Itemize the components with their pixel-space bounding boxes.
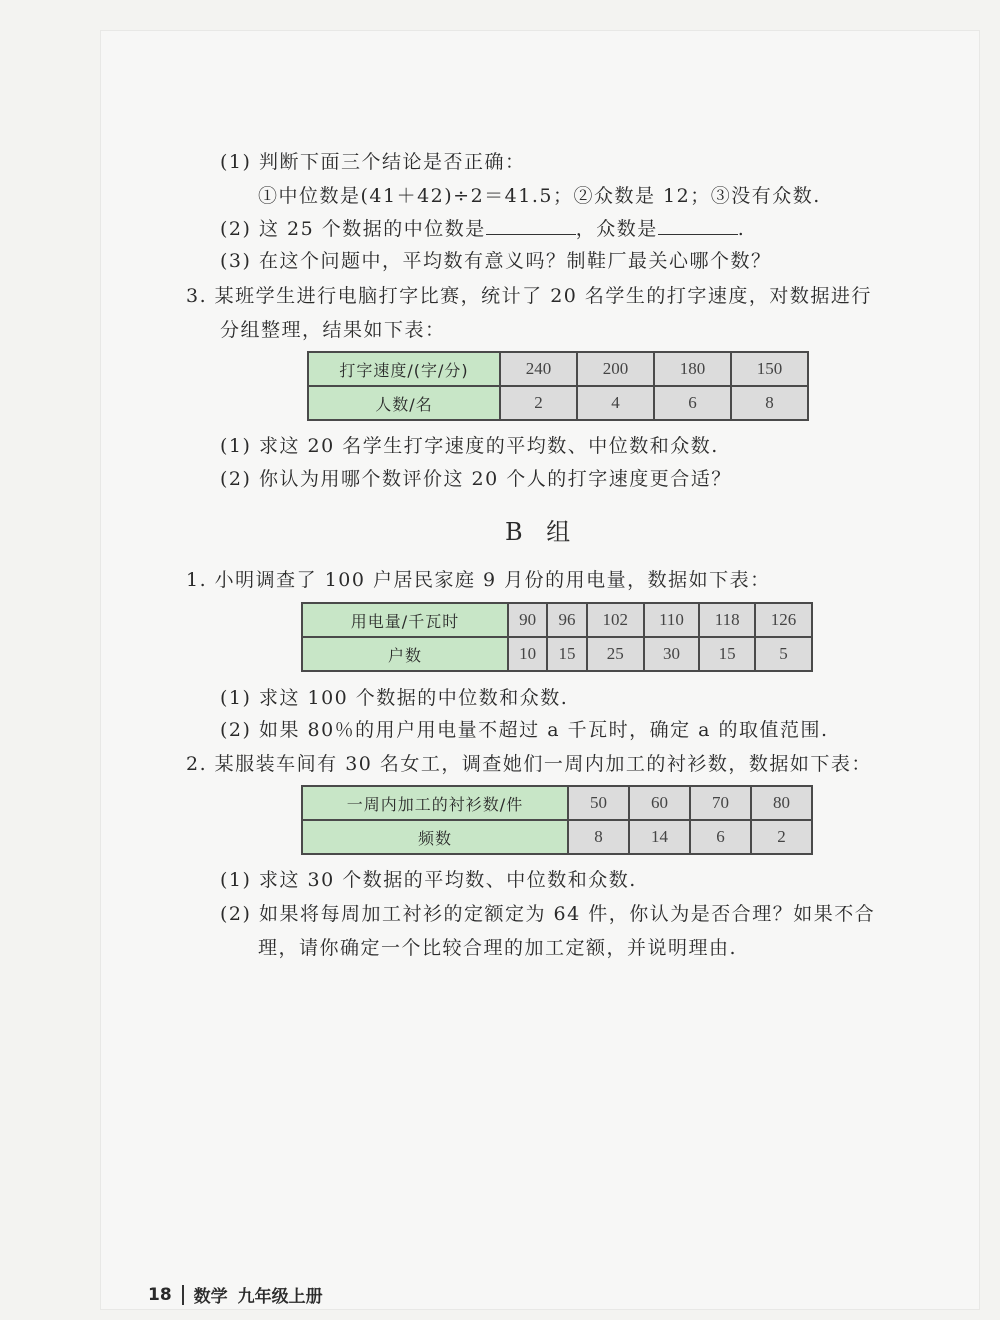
table-cell: 180 [654, 352, 731, 386]
question-line: 3. 某班学生进行电脑打字比赛，统计了 20 名学生的打字速度，对数据进行 [186, 285, 872, 307]
question-line: (1) 求这 20 名学生打字速度的平均数、中位数和众数. [220, 435, 719, 457]
table-cell: 96 [547, 603, 586, 637]
table-cell: 2 [500, 386, 577, 420]
table-cell: 30 [644, 637, 700, 671]
question-line: (2) 你认为用哪个数评价这 20 个人的打字速度更合适？ [220, 468, 732, 490]
question-line: 分组整理，结果如下表： [220, 319, 446, 341]
table-cell: 240 [500, 352, 577, 386]
row-label: 用电量/千瓦时 [302, 603, 508, 637]
row-label: 人数/名 [308, 386, 500, 420]
question-line: 2. 某服装车间有 30 名女工，调查她们一周内加工的衬衫数，数据如下表： [186, 753, 872, 775]
electricity-table [301, 602, 813, 672]
footer-divider [182, 1285, 184, 1305]
question-line: ①中位数是(41＋42)÷2＝41.5；②众数是 12；③没有众数. [258, 185, 821, 207]
table-row [302, 603, 812, 637]
table-cell: 15 [547, 637, 586, 671]
row-label: 频数 [302, 820, 568, 854]
table-cell: 4 [577, 386, 654, 420]
table-cell: 70 [690, 786, 751, 820]
typing-speed-table [307, 351, 809, 421]
table-row [302, 786, 812, 820]
table-row [302, 820, 812, 854]
question-line: (2) 如果 80％的用户用电量不超过 a 千瓦时，确定 a 的取值范围. [220, 719, 829, 741]
page-number: 18 [148, 1284, 172, 1305]
footer-subject: 数学 [193, 1287, 228, 1307]
question-line: (1) 求这 30 个数据的平均数、中位数和众数. [220, 869, 637, 891]
table-cell: 118 [699, 603, 755, 637]
answer-blank[interactable] [486, 214, 576, 235]
question-text: . [737, 218, 746, 240]
table-cell: 90 [508, 603, 547, 637]
table-cell: 8 [731, 386, 808, 420]
question-line: (1) 判断下面三个结论是否正确： [220, 151, 526, 173]
table-row [308, 386, 808, 420]
table-cell: 150 [731, 352, 808, 386]
page-footer [148, 1282, 323, 1307]
table-cell: 102 [587, 603, 644, 637]
table-cell: 8 [568, 820, 629, 854]
question-line: (3) 在这个问题中，平均数有意义吗？制鞋厂最关心哪个数？ [220, 250, 772, 272]
question-line [220, 214, 745, 243]
table-cell: 2 [751, 820, 812, 854]
table-cell: 80 [751, 786, 812, 820]
question-line: 1. 小明调查了 100 户居民家庭 9 月份的用电量，数据如下表： [186, 569, 771, 591]
table-cell: 25 [587, 637, 644, 671]
table-row [308, 352, 808, 386]
table-cell: 6 [690, 820, 751, 854]
shirts-table [301, 785, 813, 855]
question-text: ，众数是 [575, 218, 658, 240]
table-cell: 6 [654, 386, 731, 420]
table-cell: 126 [755, 603, 812, 637]
table-cell: 50 [568, 786, 629, 820]
table-cell: 5 [755, 637, 812, 671]
table-cell: 200 [577, 352, 654, 386]
row-label: 打字速度/(字/分) [308, 352, 500, 386]
table-cell: 110 [644, 603, 700, 637]
question-line: 理，请你确定一个比较合理的加工定额，并说明理由. [258, 937, 738, 959]
question-line: (1) 求这 100 个数据的中位数和众数. [220, 687, 569, 709]
question-text: (2) 这 25 个数据的中位数是 [220, 218, 486, 240]
table-cell: 15 [699, 637, 755, 671]
footer-book: 九年级上册 [237, 1287, 323, 1307]
row-label: 户数 [302, 637, 508, 671]
question-line: (2) 如果将每周加工衬衫的定额定为 64 件，你认为是否合理？如果不合 [220, 903, 876, 925]
section-heading: B 组 [505, 518, 579, 546]
table-cell: 10 [508, 637, 547, 671]
table-cell: 14 [629, 820, 690, 854]
table-cell: 60 [629, 786, 690, 820]
table-row [302, 637, 812, 671]
row-label: 一周内加工的衬衫数/件 [302, 786, 568, 820]
answer-blank[interactable] [658, 214, 738, 235]
